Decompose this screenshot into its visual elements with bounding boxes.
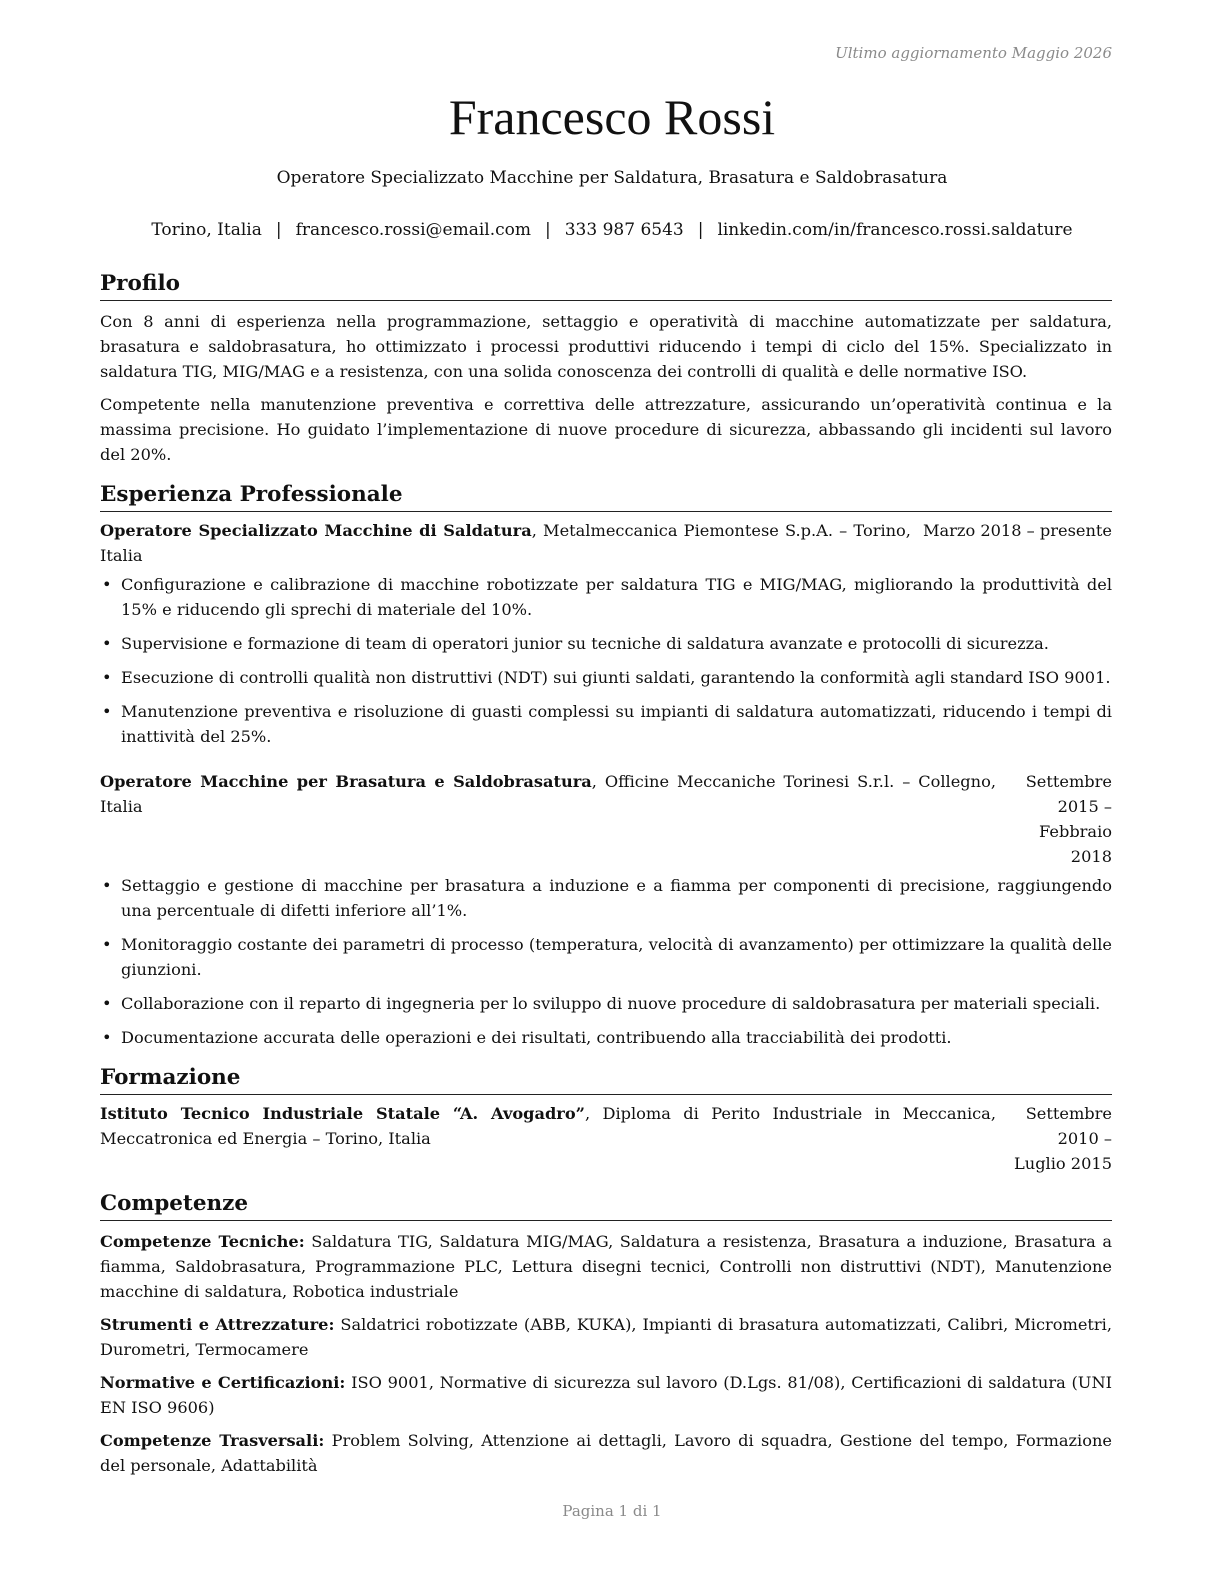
job-bullet: • Monitoraggio costante dei parametri di processo (temperatura, velocità di avanzamento) per ottimizzare la qualità delle giunzioni. — [100, 932, 1112, 982]
skill-group-text: Saldatrici robotizzate (ABB, KUKA), Impianti di brasatura automatizzati, Calibri, Micrometri, Durometri, Termocamere — [100, 1315, 1112, 1359]
education-entry — [100, 1101, 1112, 1176]
contact-phone[interactable]: 333 987 6543 — [564, 220, 684, 240]
job-bullet: • Esecuzione di controlli qualità non distruttivi (NDT) sui giunti saldati, garantendo la conformità agli standard ISO 9001. — [100, 665, 1112, 690]
job-header — [100, 769, 1112, 869]
last-updated: Ultimo aggiornamento Maggio 2026 — [835, 44, 1112, 62]
job-heading — [100, 518, 923, 568]
section-title-experience: Esperienza Professionale — [100, 481, 1112, 512]
section-title-skills: Competenze — [100, 1190, 1112, 1221]
job-bullet: • Settaggio e gestione di macchine per brasatura a induzione e a fiamma per componenti di precisione, raggiungendo una percentuale di difetti inferiore all’1%. — [100, 873, 1112, 923]
education-heading — [100, 1101, 1008, 1176]
contact-email[interactable]: francesco.rossi@email.com — [295, 220, 531, 240]
job-entry — [100, 769, 1112, 1050]
education-dates: Settembre 2010 – Luglio 2015 — [1014, 1104, 1112, 1173]
skill-group-label: Competenze Trasversali: — [100, 1431, 325, 1450]
contact-location: Torino, Italia — [151, 220, 262, 240]
job-role: Operatore Macchine per Brasatura e Saldobrasatura — [100, 772, 592, 791]
profile-paragraph: Competente nella manutenzione preventiva e correttiva delle attrezzature, assicurando un’operatività continua e la massima precisione. Ho guidato l’implementazione di nuove procedure di sicurezza, abbassando gli incidenti sul lavoro del 20%. — [100, 395, 1112, 464]
job-bullet: • Supervisione e formazione di team di operatori junior su tecniche di saldatura avanzate e protocolli di sicurezza. — [100, 631, 1112, 656]
job-bullet: • Documentazione accurata delle operazioni e dei risultati, contribuendo alla tracciabilità dei prodotti. — [100, 1025, 1112, 1050]
job-bullets — [100, 873, 1112, 1050]
contact-separator: | — [545, 220, 551, 240]
education-section — [100, 1064, 1112, 1176]
contact-separator: | — [697, 220, 704, 240]
resume-body — [100, 270, 1112, 1492]
job-bullet: • Collaborazione con il reparto di ingegneria per lo sviluppo di nuove procedure di saldobrasatura per materiali speciali. — [100, 991, 1112, 1016]
job-title: Operatore Specializzato Macchine per Saldatura, Brasatura e Saldobrasatura — [276, 168, 948, 188]
candidate-name: Francesco Rossi — [448, 89, 776, 145]
skill-group — [100, 1312, 1112, 1362]
skill-group-label: Competenze Tecniche: — [100, 1232, 305, 1251]
skill-group-label: Strumenti e Attrezzature: — [100, 1315, 335, 1334]
job-bullets — [100, 572, 1112, 749]
education-details: , Diploma di Perito Industriale in Meccanica, Meccatronica ed Energia – Torino, Italia — [100, 1104, 996, 1148]
education-school: Istituto Tecnico Industriale Statale “A. Avogadro” — [100, 1104, 585, 1123]
page-number: Pagina 1 di 1 — [562, 1502, 662, 1520]
skill-group-text: Saldatura TIG, Saldatura MIG/MAG, Saldatura a resistenza, Brasatura a induzione, Brasatura a fiamma, Saldobrasatura, Programmazione PLC, Lettura disegni tecnici, Controlli non distruttivi (NDT), Manutenzione macchine di saldatura, Robotica industriale — [100, 1232, 1112, 1301]
contact-line — [0, 220, 1224, 240]
profile-section — [100, 270, 1112, 467]
job-dates: Marzo 2018 – presente — [922, 521, 1112, 540]
skill-group — [100, 1428, 1112, 1478]
skill-group-label: Normative e Certificazioni: — [100, 1373, 346, 1392]
job-entry — [100, 518, 1112, 749]
contact-separator: | — [275, 220, 282, 240]
job-company: , Metalmeccanica Piemontese S.p.A. – Torino, Italia — [100, 521, 911, 565]
job-dates: Settembre 2015 – Febbraio 2018 — [1025, 772, 1112, 866]
section-title-education: Formazione — [100, 1064, 1112, 1095]
skill-group-text: ISO 9001, Normative di sicurezza sul lavoro (D.Lgs. 81/08), Certificazioni di saldatura (UNI EN ISO 9606) — [100, 1373, 1113, 1417]
skills-section — [100, 1190, 1112, 1478]
contact-linkedin[interactable]: linkedin.com/in/francesco.rossi.saldature — [717, 220, 1073, 240]
job-heading — [100, 769, 1008, 869]
profile-paragraph: Con 8 anni di esperienza nella programmazione, settaggio e operatività di macchine automatizzate per saldatura, brasatura e saldobrasatura, ho ottimizzato i processi produttivi riducendo i tempi di ciclo del 15%. Specializzato in saldatura TIG, MIG/MAG e a resistenza, con una solida conoscenza dei controlli di qualità e delle normative ISO. — [100, 312, 1112, 381]
job-bullet: • Configurazione e calibrazione di macchine robotizzate per saldatura TIG e MIG/MAG, migliorando la produttività del 15% e riducendo gli sprechi di materiale del 10%. — [100, 572, 1112, 622]
job-role: Operatore Specializzato Macchine di Saldatura — [100, 521, 532, 540]
skill-group-text: Problem Solving, Attenzione ai dettagli, Lavoro di squadra, Gestione del tempo, Formazione del personale, Adattabilità — [100, 1431, 1112, 1475]
job-company: , Officine Meccaniche Torinesi S.r.l. – Collegno, Italia — [100, 772, 996, 816]
job-bullet: • Manutenzione preventiva e risoluzione di guasti complessi su impianti di saldatura automatizzati, riducendo i tempi di inattività del 25%. — [100, 699, 1112, 749]
section-title-profile: Profilo — [100, 270, 1112, 301]
experience-section — [100, 481, 1112, 1050]
skill-group — [100, 1370, 1112, 1420]
job-header — [100, 518, 1112, 568]
skill-group — [100, 1229, 1112, 1304]
